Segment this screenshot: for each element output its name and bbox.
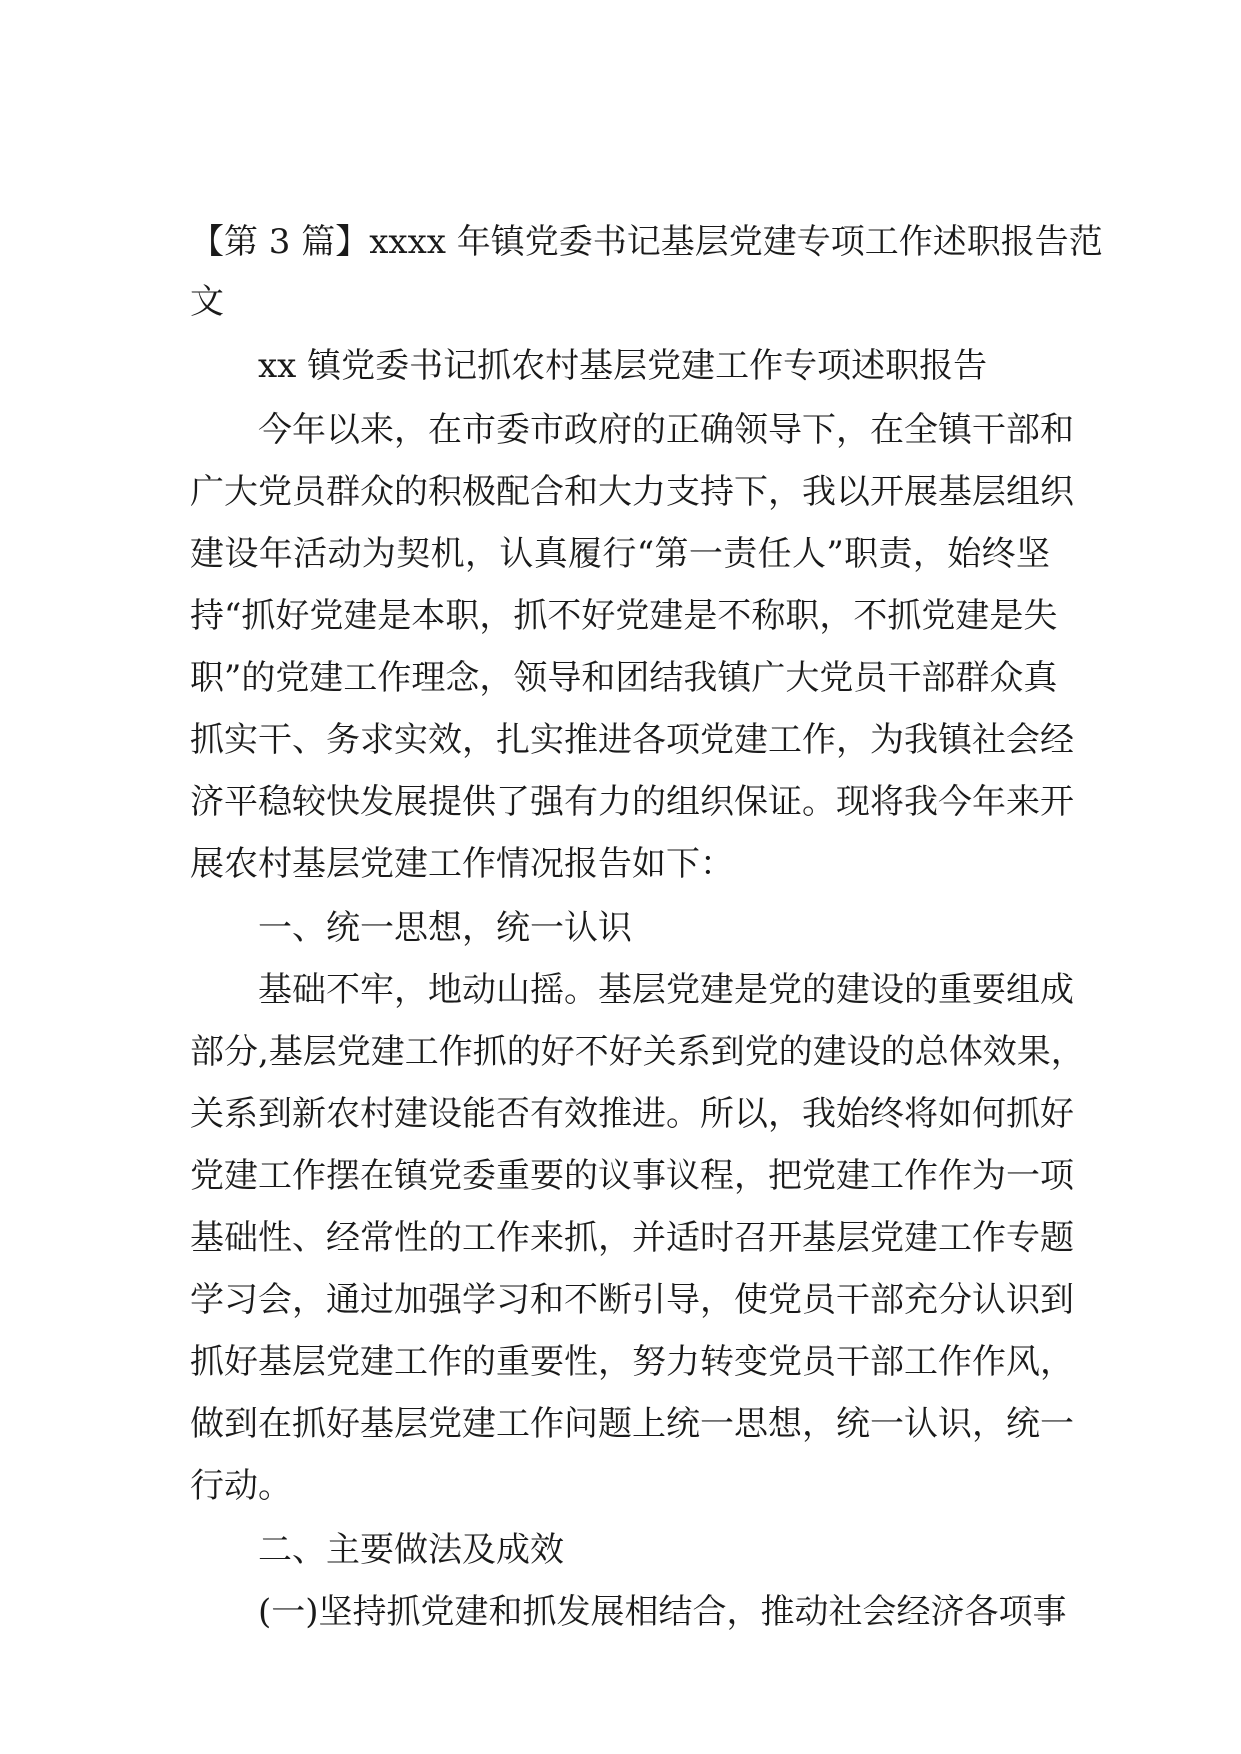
- document-title-line-1: 【第 3 篇】xxxx 年镇党委书记基层党建专项工作述职报告范: [190, 222, 1103, 262]
- section-heading-1: 一、统一思想，统一认识: [258, 908, 632, 948]
- paragraph-2-line: 部分,基层党建工作抓的好不好关系到党的建设的总体效果，: [190, 1032, 1085, 1072]
- paragraph-2-line: 行动。: [190, 1466, 292, 1506]
- paragraph-1-line: 今年以来，在市委市政府的正确领导下，在全镇干部和: [258, 410, 1074, 450]
- paragraph-1-line: 济平稳较快发展提供了强有力的组织保证。现将我今年来开: [190, 782, 1074, 822]
- paragraph-3-line: (一)坚持抓党建和抓发展相结合，推动社会经济各项事: [258, 1592, 1067, 1632]
- document-subtitle: xx 镇党委书记抓农村基层党建工作专项述职报告: [258, 346, 988, 386]
- paragraph-2-line: 学习会，通过加强学习和不断引导，使党员干部充分认识到: [190, 1280, 1074, 1320]
- paragraph-2-line: 关系到新农村建设能否有效推进。所以，我始终将如何抓好: [190, 1094, 1074, 1134]
- paragraph-1-line: 职”的党建工作理念，领导和团结我镇广大党员干部群众真: [190, 658, 1058, 698]
- paragraph-1-line: 持“抓好党建是本职，抓不好党建是不称职，不抓党建是失: [190, 596, 1058, 636]
- paragraph-2-line: 抓好基层党建工作的重要性，努力转变党员干部工作作风，: [190, 1342, 1074, 1382]
- paragraph-1-line: 广大党员群众的积极配合和大力支持下，我以开展基层组织: [190, 472, 1074, 512]
- section-heading-2: 二、主要做法及成效: [258, 1530, 564, 1570]
- paragraph-2-line: 基础性、经常性的工作来抓，并适时召开基层党建工作专题: [190, 1218, 1074, 1258]
- paragraph-1-line: 抓实干、务求实效，扎实推进各项党建工作，为我镇社会经: [190, 720, 1074, 760]
- paragraph-1-line: 展农村基层党建工作情况报告如下：: [190, 844, 734, 884]
- paragraph-1-line: 建设年活动为契机，认真履行“第一责任人”职责，始终坚: [190, 534, 1050, 574]
- document-title-line-2: 文: [190, 282, 224, 322]
- paragraph-2-line: 基础不牢，地动山摇。基层党建是党的建设的重要组成: [258, 970, 1074, 1010]
- paragraph-2-line: 做到在抓好基层党建工作问题上统一思想，统一认识，统一: [190, 1404, 1074, 1444]
- paragraph-2-line: 党建工作摆在镇党委重要的议事议程，把党建工作作为一项: [190, 1156, 1074, 1196]
